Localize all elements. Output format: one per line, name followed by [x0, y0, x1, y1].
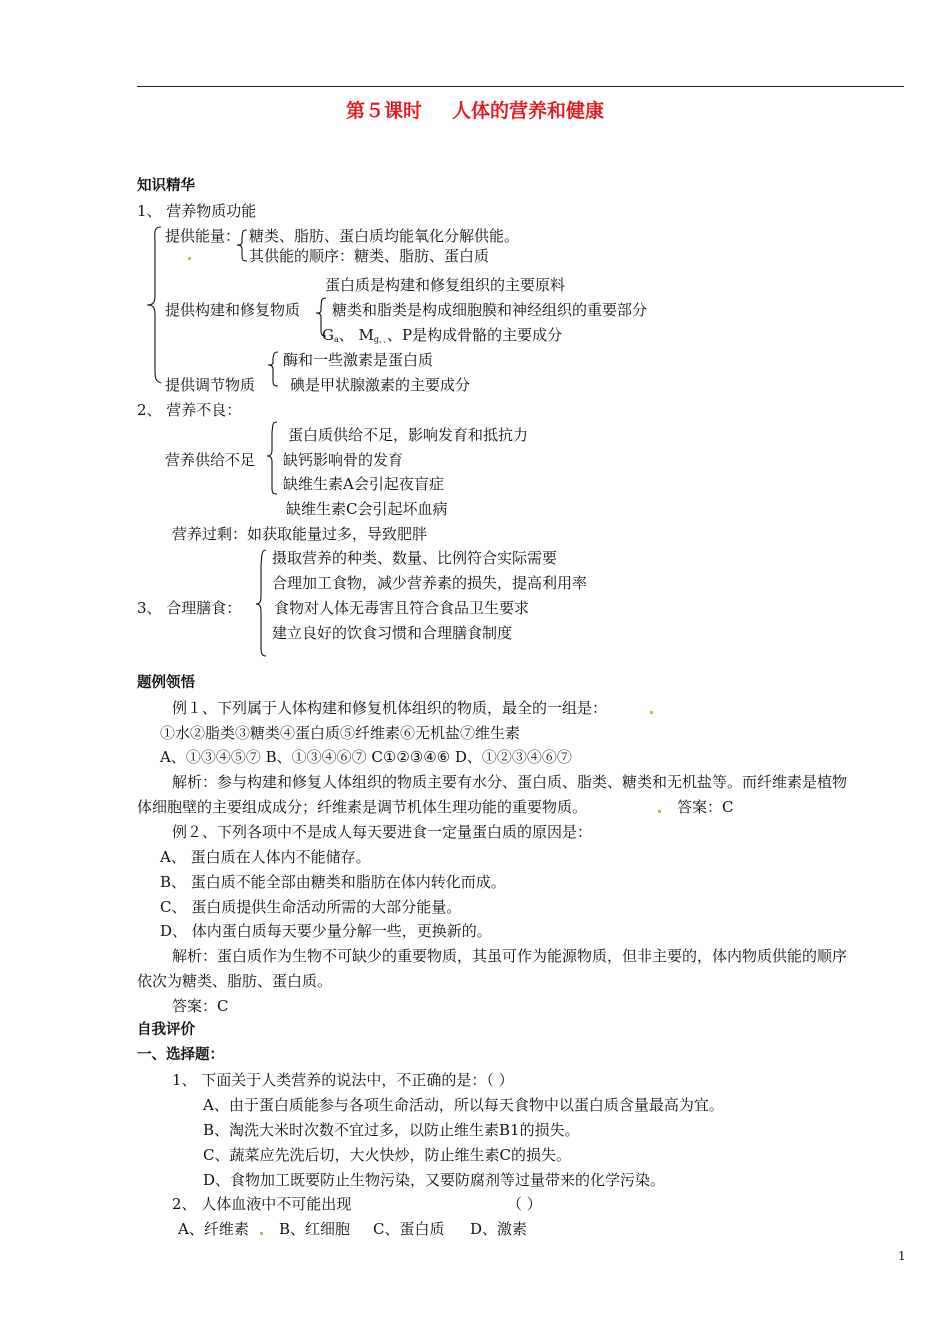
- question-2-option-d: D、激素: [470, 1220, 528, 1238]
- knowledge-heading-3: 3、 合理膳食：: [137, 599, 242, 617]
- stray-dot: [650, 711, 653, 714]
- supply-item-4: 缺维生素C会引起坏血病: [286, 500, 448, 518]
- diet-item-4: 建立良好的饮食习惯和合理膳食制度: [272, 624, 513, 642]
- header-rule: [137, 86, 904, 87]
- supply-item-1: 蛋白质供给不足，影响发育和抵抗力: [288, 426, 529, 444]
- regulate-item-2: 碘是甲状腺激素的主要成分: [290, 376, 471, 394]
- question-1-option-a: A、由于蛋白质能参与各项生命活动，所以每天食物中以蛋白质含量最高为宜。: [203, 1096, 724, 1114]
- diet-item-2: 合理加工食物，减少营养素的损失，提高利用率: [272, 574, 588, 592]
- question-2-paren: （ ）: [507, 1195, 542, 1213]
- regulate-brace: [266, 350, 280, 390]
- question-1: 1、 下面关于人类营养的说法中，不正确的是：（ ）: [172, 1071, 514, 1089]
- example-2-answer: 答案：C: [172, 997, 229, 1015]
- example-2-option-b: B、 蛋白质不能全部由糖类和脂肪在体内转化而成。: [160, 873, 506, 891]
- regulate-item-1: 酶和一些激素是蛋白质: [283, 351, 434, 369]
- stray-dot: [188, 257, 191, 260]
- build-item-3: $G_a$、 $M_{g、、}$、P是构成骨骼的主要成分: [322, 326, 563, 344]
- example-2-option-c: C、 蛋白质提供生命活动所需的大部分能量。: [160, 898, 462, 916]
- supply-item-3: 缺维生素A会引起夜盲症: [283, 475, 444, 493]
- question-1-option-b: B、淘洗大米时次数不宜过多，以防止维生素B1的损失。: [203, 1121, 580, 1139]
- example-1-analysis-1: 解析：参与构建和修复人体组织的物质主要有水分、蛋白质、脂类、糖类和无机盐等。而纤维素是植物: [172, 773, 848, 791]
- supply-item-2: 缺钙影响骨的发育: [283, 451, 404, 469]
- page-title: [0, 98, 950, 124]
- example-1-options: A、①③④⑤⑦ B、①③④⑥⑦ C①②③④⑥ D、①②③④⑥⑦: [160, 748, 572, 766]
- knowledge-heading-2: 2、 营养不良：: [137, 401, 242, 419]
- section-self-eval: 自我评价: [137, 1022, 195, 1038]
- stray-dot: [260, 1232, 263, 1235]
- question-2-option-a: A、纤维素: [178, 1220, 249, 1238]
- stray-dot: [658, 810, 661, 813]
- energy-brace: [235, 228, 249, 264]
- energy-item-1: 糖类、脂肪、蛋白质均能氧化分解供能。: [249, 227, 520, 245]
- example-2-option-d: D、 体内蛋白质每天要少量分解一些，更换新的。: [160, 922, 492, 940]
- question-2-option-b: B、红细胞: [279, 1220, 351, 1238]
- section-examples: 题例领悟: [137, 675, 195, 691]
- diet-item-3: 食物对人体无毒害且符合食品卫生要求: [274, 599, 530, 617]
- question-1-option-d: D、食物加工既要防止生物污染，又要防腐剂等过量带来的化学污染。: [203, 1171, 666, 1189]
- question-2: 2、 人体血液中不可能出现: [172, 1195, 352, 1213]
- section-choice: 一、选择题：: [137, 1047, 224, 1063]
- example-2-analysis-2: 依次为糖类、脂肪、蛋白质。: [137, 972, 333, 990]
- build-label: 提供构建和修复物质: [165, 301, 301, 319]
- diet-brace: [254, 548, 268, 660]
- build-item-2: 糖类和脂类是构成细胞膜和神经组织的重要部分: [332, 301, 648, 319]
- example-2-question: 例２、下列各项中不是成人每天要进食一定量蛋白质的原因是：: [172, 823, 593, 841]
- supply-label: 营养供给不足: [165, 451, 256, 469]
- section-knowledge: 知识精华: [137, 178, 195, 194]
- excess-line: 营养过剩：如获取能量过多，导致肥胖: [172, 525, 428, 543]
- energy-label: 提供能量：: [165, 227, 241, 245]
- example-2-analysis-1: 解析：蛋白质作为生物不可缺少的重要物质，其虽可作为能源物质，但非主要的，体内物质供能的顺序: [172, 947, 848, 965]
- page-number: 1: [898, 1249, 906, 1263]
- diet-item-1: 摄取营养的种类、数量、比例符合实际需要: [272, 549, 558, 567]
- example-1-analysis-2: 体细胞壁的主要组成成分；纤维素是调节机体生理功能的重要物质。: [137, 798, 588, 816]
- lesson-topic: 人体的营养和健康: [452, 100, 605, 122]
- example-1-question: 例１、下列属于人体构建和修复机体组织的物质，最全的一组是：: [172, 699, 608, 717]
- supply-brace: [265, 420, 279, 498]
- regulate-label: 提供调节物质: [165, 376, 256, 394]
- build-item-1: 蛋白质是构建和修复组织的主要原料: [325, 276, 566, 294]
- knowledge-heading-1: 1、 营养物质功能: [137, 202, 257, 220]
- energy-item-2: 其供能的顺序：糖类、脂肪、蛋白质: [249, 247, 490, 265]
- lesson-number: 第５课时: [345, 100, 422, 122]
- example-2-option-a: A、 蛋白质在人体内不能储存。: [160, 848, 371, 866]
- question-2-option-c: C、蛋白质: [373, 1220, 445, 1238]
- example-1-items: ①水②脂类③糖类④蛋白质⑤纤维素⑥无机盐⑦维生素: [160, 724, 521, 742]
- example-1-answer: 答案：C: [677, 798, 734, 816]
- question-1-option-c: C、蔬菜应先洗后切，大火快炒，防止维生素C的损失。: [203, 1146, 571, 1164]
- big-brace: [145, 225, 165, 385]
